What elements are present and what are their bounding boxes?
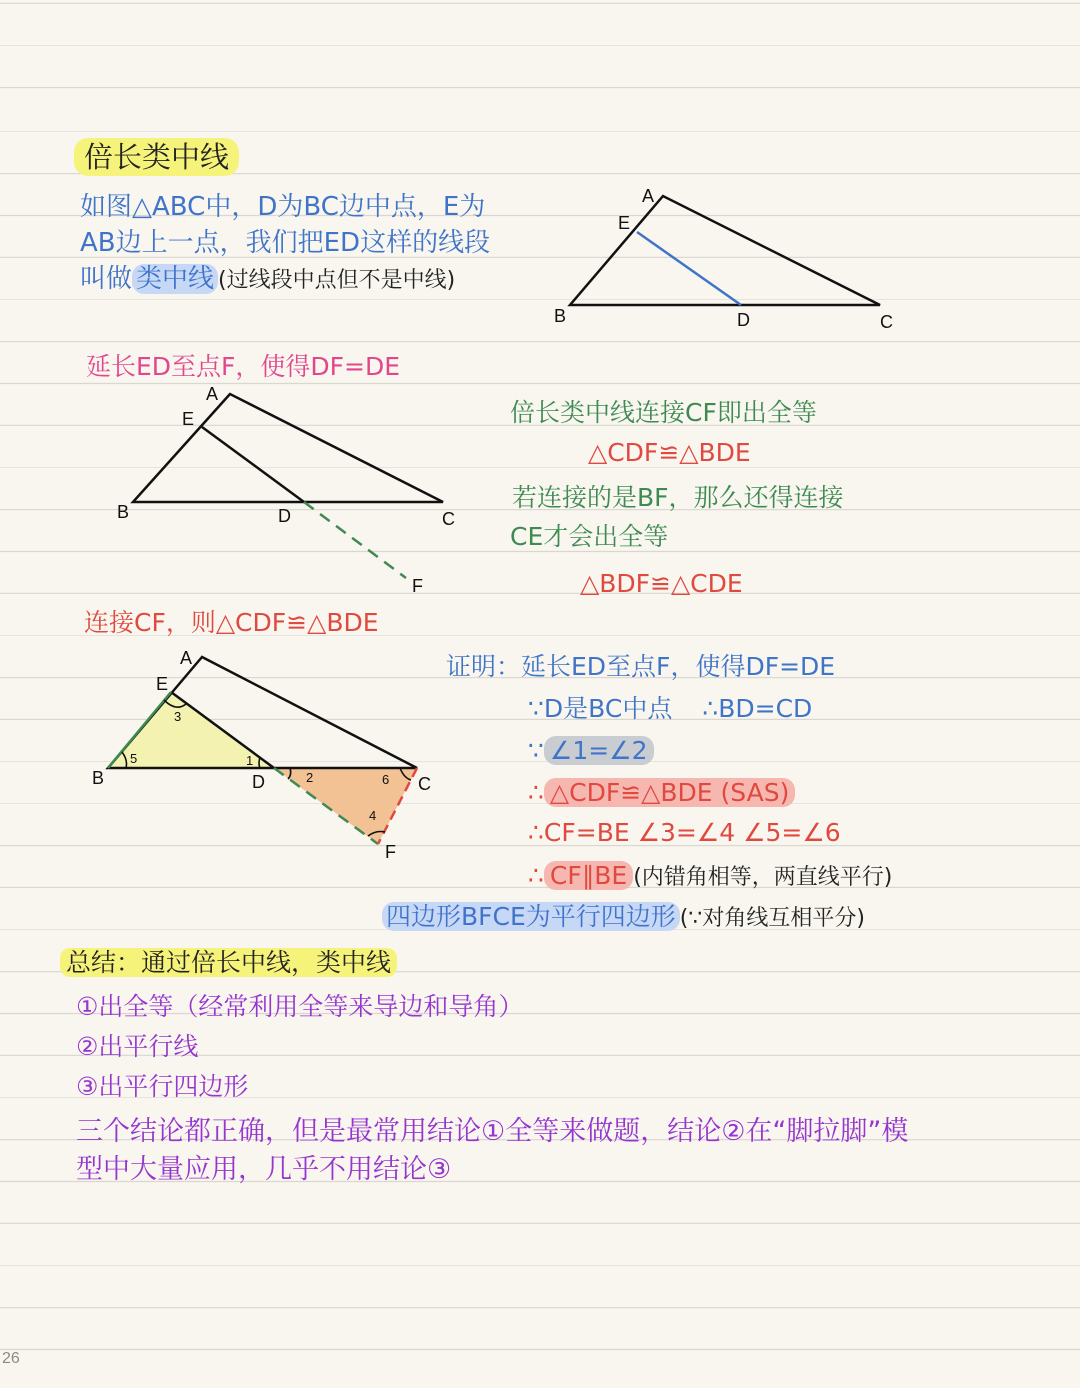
summary-item-1: ①出全等（经常利用全等来导边和导角） bbox=[76, 992, 524, 1021]
label-d: D bbox=[252, 772, 265, 792]
intro-line-2: AB边上一点，我们把ED这样的线段 bbox=[80, 228, 491, 258]
label-b: B bbox=[92, 768, 105, 788]
triangle-abc bbox=[570, 196, 880, 305]
page-number: 26 bbox=[2, 1350, 20, 1367]
proof-label: 证明： bbox=[446, 652, 522, 681]
angle-label-5: 5 bbox=[130, 751, 138, 766]
label-e: E bbox=[156, 674, 169, 694]
label-c: C bbox=[442, 509, 455, 529]
proof-because-symbol: ∵ bbox=[528, 736, 544, 765]
side-note-line-3: CE才会出全等 bbox=[510, 522, 669, 551]
triangle-cdf-fill bbox=[274, 768, 417, 844]
proof-bd-cd: ∴BD=CD bbox=[702, 694, 813, 723]
angle-label-1: 1 bbox=[246, 753, 254, 768]
intro-line-3-prefix: 叫做 bbox=[80, 264, 133, 294]
proof-line-5: ∴CF=BE ∠3=∠4 ∠5=∠6 bbox=[528, 818, 841, 847]
proof-step-1: 延长ED至点F，使得DF=DE bbox=[521, 652, 836, 681]
figure-1 bbox=[554, 186, 893, 332]
label-d: D bbox=[737, 310, 750, 330]
term-highlight: 类中线 bbox=[132, 264, 218, 294]
label-f: F bbox=[412, 576, 423, 596]
side-note-congruence-2: △BDF≌△CDE bbox=[580, 569, 743, 598]
figure-2 bbox=[117, 384, 455, 596]
proof-parallel-reason: (内错角相等，两直线平行) bbox=[633, 865, 893, 890]
angle-label-6: 6 bbox=[382, 772, 390, 787]
proof-therefore-symbol-2: ∴ bbox=[528, 861, 544, 890]
summary-conclusion-2: 型中大量应用，几乎不用结论③ bbox=[76, 1154, 452, 1185]
label-b: B bbox=[117, 502, 130, 522]
angle-label-3: 3 bbox=[174, 709, 182, 724]
proof-parallelogram: 四边形BFCE为平行四边形 bbox=[382, 902, 680, 931]
side-note-line-2: 若连接的是BF，那么还得连接 bbox=[512, 483, 844, 512]
summary-conclusion-1: 三个结论都正确，但是最常用结论①全等来做题，结论②在“脚拉脚”模 bbox=[76, 1116, 909, 1147]
label-f: F bbox=[385, 842, 396, 862]
label-a: A bbox=[206, 384, 219, 404]
label-e: E bbox=[618, 213, 631, 233]
side-note-line-1: 倍长类中线连接CF即出全等 bbox=[510, 398, 817, 427]
intro-line-1: 如图△ABC中，D为BC边中点，E为 bbox=[80, 192, 486, 222]
label-c: C bbox=[880, 312, 893, 332]
proof-parallel: CF∥BE bbox=[544, 861, 633, 890]
segment-ed bbox=[202, 427, 304, 502]
step2-text: 连接CF，则△CDF≌△BDE bbox=[84, 608, 379, 637]
proof-parallelogram-reason: (∵对角线互相平分) bbox=[679, 906, 865, 931]
summary-title-text: 总结：通过倍长中线，类中线 bbox=[60, 948, 397, 977]
label-b: B bbox=[554, 306, 567, 326]
label-a: A bbox=[642, 186, 655, 206]
page-title-text: 倍长类中线 bbox=[74, 138, 239, 176]
figure-3 bbox=[92, 648, 431, 862]
side-note-congruence-1: △CDF≌△BDE bbox=[588, 438, 751, 467]
label-a: A bbox=[180, 648, 193, 668]
summary-item-3: ③出平行四边形 bbox=[76, 1072, 249, 1101]
summary-item-2: ②出平行线 bbox=[76, 1032, 199, 1061]
segment-ed bbox=[637, 232, 741, 305]
label-c: C bbox=[418, 774, 431, 794]
proof-congruence: △CDF≌△BDE (SAS) bbox=[544, 778, 795, 807]
angle-label-4: 4 bbox=[369, 808, 377, 823]
label-e: E bbox=[182, 409, 195, 429]
intro-line-3-note: (过线段中点但不是中线) bbox=[218, 268, 456, 293]
segment-df-dashed bbox=[304, 502, 406, 578]
proof-vertical-angles: ∠1=∠2 bbox=[544, 736, 654, 765]
proof-therefore-symbol: ∴ bbox=[528, 778, 544, 807]
step1-text: 延长ED至点F，使得DF=DE bbox=[86, 352, 401, 381]
label-d: D bbox=[278, 506, 291, 526]
proof-given: ∵D是BC中点 bbox=[528, 694, 673, 723]
triangle-abc bbox=[133, 394, 443, 502]
angle-label-2: 2 bbox=[306, 770, 314, 785]
